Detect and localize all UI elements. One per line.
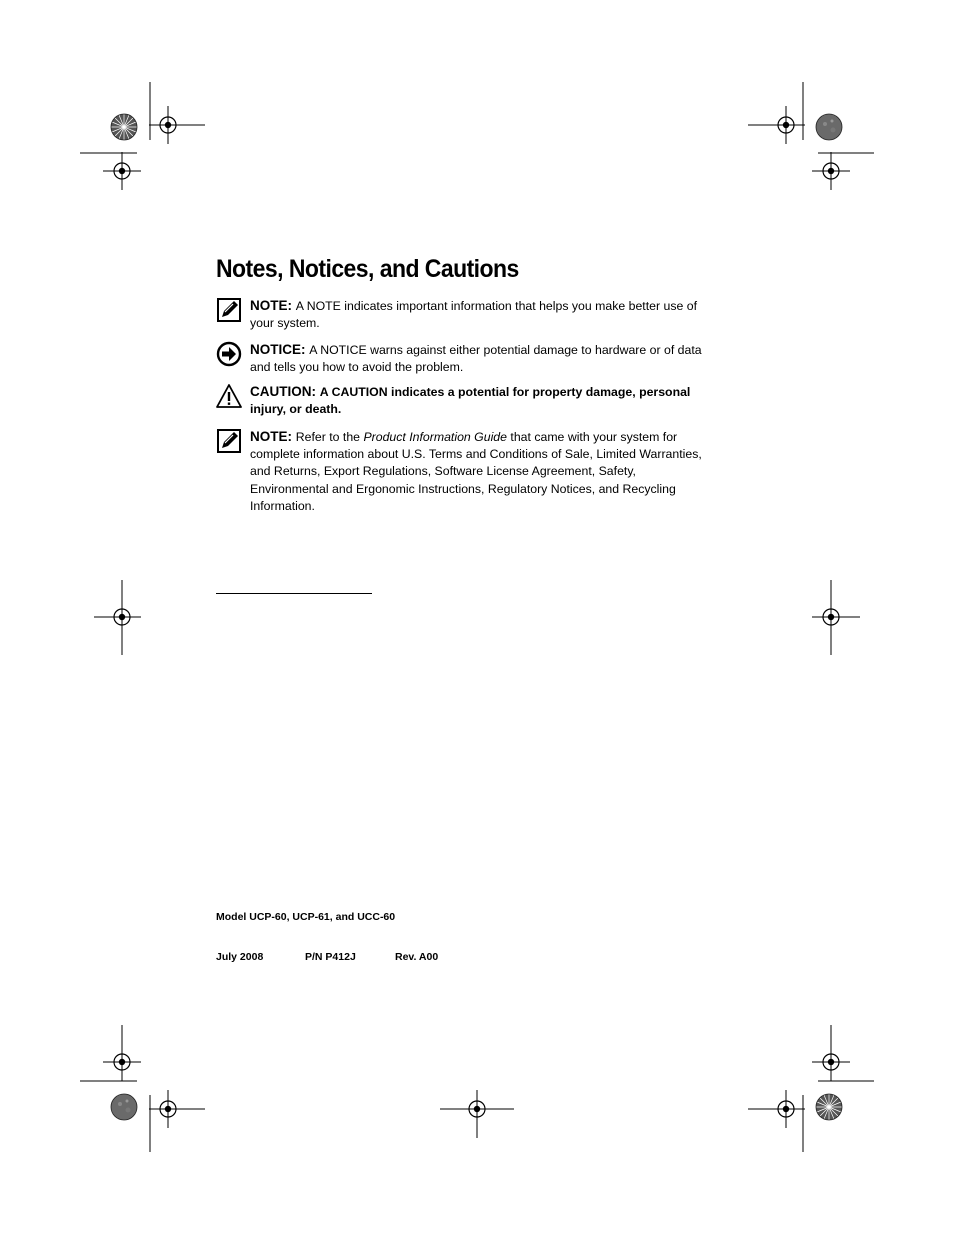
part-number: P/N P412J xyxy=(305,951,356,963)
notice-text: A NOTICE warns against either potential damage to hardware or of data and tells you how to avoid the problem. xyxy=(250,343,702,375)
note-block xyxy=(216,297,716,332)
model-line: Model UCP-60, UCP-61, and UCC-60 xyxy=(216,911,396,923)
note-pencil-icon xyxy=(216,428,242,454)
publication-date: July 2008 xyxy=(216,951,264,963)
notice-arrow-icon xyxy=(216,341,242,367)
note-label: NOTE: xyxy=(250,298,292,313)
revision: Rev. A00 xyxy=(395,951,439,963)
note-text-after: that came with your system for complete information about U.S. Terms and Conditions of Sale, Limited Warranties, and Returns, Export Regulations, Software License Agreement, Safety, Environmental and Ergonomic Instructions, Regulatory Notices, and Recycling Information. xyxy=(250,430,702,513)
caution-triangle-icon xyxy=(216,383,242,409)
caution-label: CAUTION: xyxy=(250,384,316,399)
note-pencil-icon xyxy=(216,297,242,323)
notice-label: NOTICE: xyxy=(250,342,306,357)
note-text: A NOTE indicates important information that helps you make better use of your system. xyxy=(250,299,697,331)
page-title: Notes, Notices, and Cautions xyxy=(216,255,519,283)
footnote-divider xyxy=(216,593,372,594)
notice-block xyxy=(216,341,716,376)
note-block xyxy=(216,428,716,515)
note-text-before: Refer to the xyxy=(295,430,364,444)
caution-text: A CAUTION indicates a potential for property damage, personal injury, or death. xyxy=(250,385,691,417)
product-info-guide-title: Product Information Guide xyxy=(363,430,507,444)
note-label: NOTE: xyxy=(250,429,292,444)
caution-block xyxy=(216,383,716,418)
